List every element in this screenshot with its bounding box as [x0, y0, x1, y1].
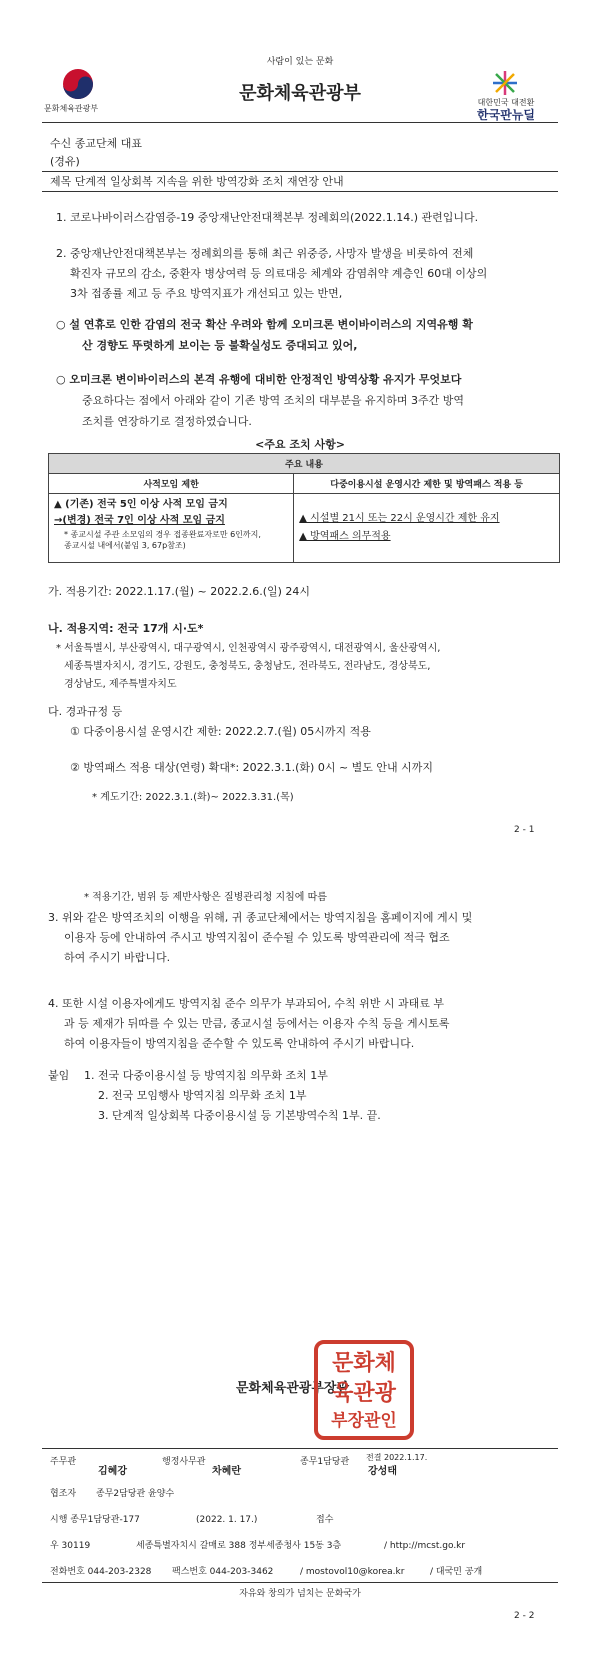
- region-line: 세종특별자치시, 경기도, 강원도, 충청북도, 충청남도, 전라북도, 전라남도, 경상북도,: [64, 661, 431, 672]
- ministry-title: 문화체육관광부: [239, 83, 361, 104]
- director-approval-note: 전결 2022.1.17.: [366, 1453, 428, 1462]
- region-line: * 서울특별시, 부산광역시, 대구광역시, 인천광역시 광주광역시, 대전광역시, 울산광역시,: [56, 643, 441, 654]
- paragraph-2-line: 확진자 규모의 감소, 중환자 병상여력 등 의료대응 체계와 감염취약 계층인 60대 이상의: [70, 267, 488, 280]
- paragraph-3-line: 하여 주시기 바랍니다.: [64, 951, 171, 964]
- newdeal-star-icon: [492, 70, 518, 96]
- director-name: 강성태: [368, 1466, 397, 1477]
- attachment-item: 1. 전국 다중이용시설 등 방역지침 의무화 조치 1부: [84, 1069, 328, 1082]
- table-header: 주요 내용: [49, 454, 560, 474]
- header-divider: [42, 122, 558, 123]
- paragraph-3-line: 3. 위와 같은 방역조치의 이행을 위해, 귀 종교단체에서는 방역지침을 홈페이지에 게시 및: [48, 911, 473, 924]
- item-da: 다. 경과규정 등: [48, 705, 123, 718]
- ministry-logo-text: 문화체육관광부: [44, 104, 99, 113]
- subject: 제목 단계적 일상회복 지속을 위한 방역강화 조치 재연장 안내: [50, 175, 344, 188]
- table-cell-right: [294, 494, 560, 563]
- table-cell-left: [49, 494, 294, 563]
- seal-line: 문화체: [332, 1350, 396, 1376]
- footer-slogan: 자유와 창의가 넘치는 문화국가: [239, 1589, 361, 1599]
- issue-date: (2022. 1. 17.): [196, 1515, 258, 1525]
- paragraph-4-line: 하여 이용자들이 방역지침을 준수할 수 있도록 안내하여 주시기 바랍니다.: [64, 1037, 415, 1050]
- bullet-1-line: ○ 설 연휴로 인한 감염의 전국 확산 우려와 함께 오미크론 변이바이러스의 지역유행 확: [56, 318, 473, 331]
- paragraph-4-line: 과 등 제재가 뒤따를 수 있는 만큼, 종교시설 등에서는 이용자 수칙 등을 게시토록: [64, 1017, 450, 1030]
- seal-line: 육관광: [332, 1380, 396, 1406]
- via: (경유): [50, 155, 80, 168]
- director-label: 종무1담당관: [300, 1457, 350, 1467]
- paragraph-1: 1. 코로나바이러스감염증-19 중앙재난안전대책본부 정례회의(2022.1.14.) 관련입니다.: [56, 211, 479, 224]
- bullet-2-line: ○ 오미크론 변이바이러스의 본격 유행에 대비한 안정적인 방역상황 유지가 무엇보다: [56, 373, 462, 386]
- application-note: * 적용기간, 범위 등 제반사항은 질병관리청 지침에 따름: [84, 892, 327, 903]
- table-col-private-gathering: 사적모임 제한: [49, 474, 294, 494]
- table-right-line: ▲ 방역패스 의무적용: [299, 531, 391, 542]
- bullet-1-line: 산 경향도 뚜렷하게 보이는 등 불확실성도 증대되고 있어,: [82, 339, 358, 352]
- official-seal: [314, 1340, 414, 1440]
- footer-divider: [42, 1582, 558, 1583]
- newdeal-logo: [492, 70, 518, 100]
- paragraph-4-line: 4. 또한 시설 이용자에게도 방역지침 준수 의무가 부과되어, 수칙 위반 시 과태료 부: [48, 997, 444, 1010]
- table-left-note: * 종교시설 주관 소모임의 경우 접종완료자로만 6인까지,: [64, 530, 261, 539]
- bullet-2-line: 조치를 연장하기로 결정하였습니다.: [82, 415, 252, 428]
- paragraph-3-line: 이용자 등에 안내하여 주시고 방역지침이 준수될 수 있도록 방역관리에 적극 협조: [64, 931, 450, 944]
- phone-number: 전화번호 044-203-2328: [50, 1567, 152, 1577]
- table-right-line: ▲ 시설별 21시 또는 22시 운영시간 제한 유지: [299, 513, 500, 524]
- website-link[interactable]: / http://mcst.go.kr: [384, 1541, 466, 1551]
- cooperator-label: 협조자: [50, 1489, 77, 1499]
- admin-officer-name: 차혜란: [212, 1466, 241, 1477]
- attachment-item: 3. 단계적 일상회복 다중이용시설 등 기본방역수칙 1부. 끝.: [98, 1109, 381, 1122]
- table-col-facility: 다중이용시설 운영시간 제한 및 방역패스 적용 등: [294, 474, 560, 494]
- footer-divider: [42, 1448, 558, 1449]
- admin-officer-label: 행정사무관: [162, 1457, 206, 1467]
- measures-table: [48, 453, 560, 563]
- disclosure-status: / 대국민 공개: [430, 1567, 483, 1577]
- table-left-line: →(변경) 전국 7인 이상 사적 모임 금지: [54, 515, 225, 526]
- paragraph-2-line: 2. 중앙재난안전대책본부는 정례회의를 통해 최근 위중증, 사망자 발생을 비롯하여 전체: [56, 247, 474, 260]
- address: 세종특별자치시 갈매로 388 정부세종청사 15동 3층: [136, 1541, 342, 1551]
- newdeal-small: 대한민국 대전환: [477, 98, 535, 107]
- divider: [42, 191, 558, 192]
- paragraph-2-line: 3차 접종률 제고 등 주요 방역지표가 개선되고 있는 반면,: [70, 287, 343, 300]
- minister-name: 문화체육관광부장관: [236, 1381, 350, 1396]
- postal-code: 우 30119: [50, 1541, 91, 1551]
- region-line: 경상남도, 제주특별자치도: [64, 679, 177, 690]
- slogan: 사람이 있는 문화: [266, 57, 334, 67]
- seal-line: 부장관인: [331, 1411, 397, 1431]
- issue-number: 시행 종무1담당관-177: [50, 1515, 140, 1525]
- newdeal-big: 한국판뉴딜: [477, 108, 535, 122]
- item-da-2-note: * 계도기간: 2022.3.1.(화)~ 2022.3.31.(목): [92, 792, 294, 803]
- item-da-1: ① 다중이용시설 운영시간 제한: 2022.2.7.(월) 05시까지 적용: [70, 725, 371, 738]
- recipient: 수신 종교단체 대표: [50, 137, 143, 150]
- fax-number: 팩스번호 044-203-3462: [172, 1567, 274, 1577]
- item-ga: 가. 적용기간: 2022.1.17.(월) ~ 2022.2.6.(일) 24시: [48, 585, 311, 598]
- divider: [42, 171, 558, 172]
- bullet-2-line: 중요하다는 점에서 아래와 같이 기존 방역 조치의 대부분을 유지하며 3주간 방역: [82, 394, 464, 407]
- measures-title: <주요 조치 사항>: [255, 438, 345, 451]
- item-na: 나. 적용지역: 전국 17개 시·도*: [48, 622, 204, 635]
- receipt-label: 접수: [316, 1515, 334, 1525]
- page-number: 2 - 1: [514, 825, 535, 835]
- item-da-2: ② 방역패스 적용 대상(연령) 확대*: 2022.3.1.(화) 0시 ~ 별도 안내 시까지: [70, 761, 434, 774]
- officer-label: 주무관: [50, 1457, 77, 1467]
- cooperator-value: 종무2담당관 윤양수: [96, 1489, 175, 1499]
- attachment-label: 붙임: [48, 1069, 70, 1082]
- officer-name: 김혜강: [98, 1466, 127, 1477]
- page-number: 2 - 2: [514, 1611, 535, 1621]
- table-left-note: 종교시설 내에서(붙임 3, 67p참조): [64, 541, 186, 550]
- attachment-item: 2. 전국 모임행사 방역지침 의무화 조치 1부: [98, 1089, 307, 1102]
- email-link[interactable]: / mostovol10@korea.kr: [300, 1567, 405, 1577]
- table-left-line: ▲ (기존) 전국 5인 이상 사적 모임 금지: [54, 499, 228, 510]
